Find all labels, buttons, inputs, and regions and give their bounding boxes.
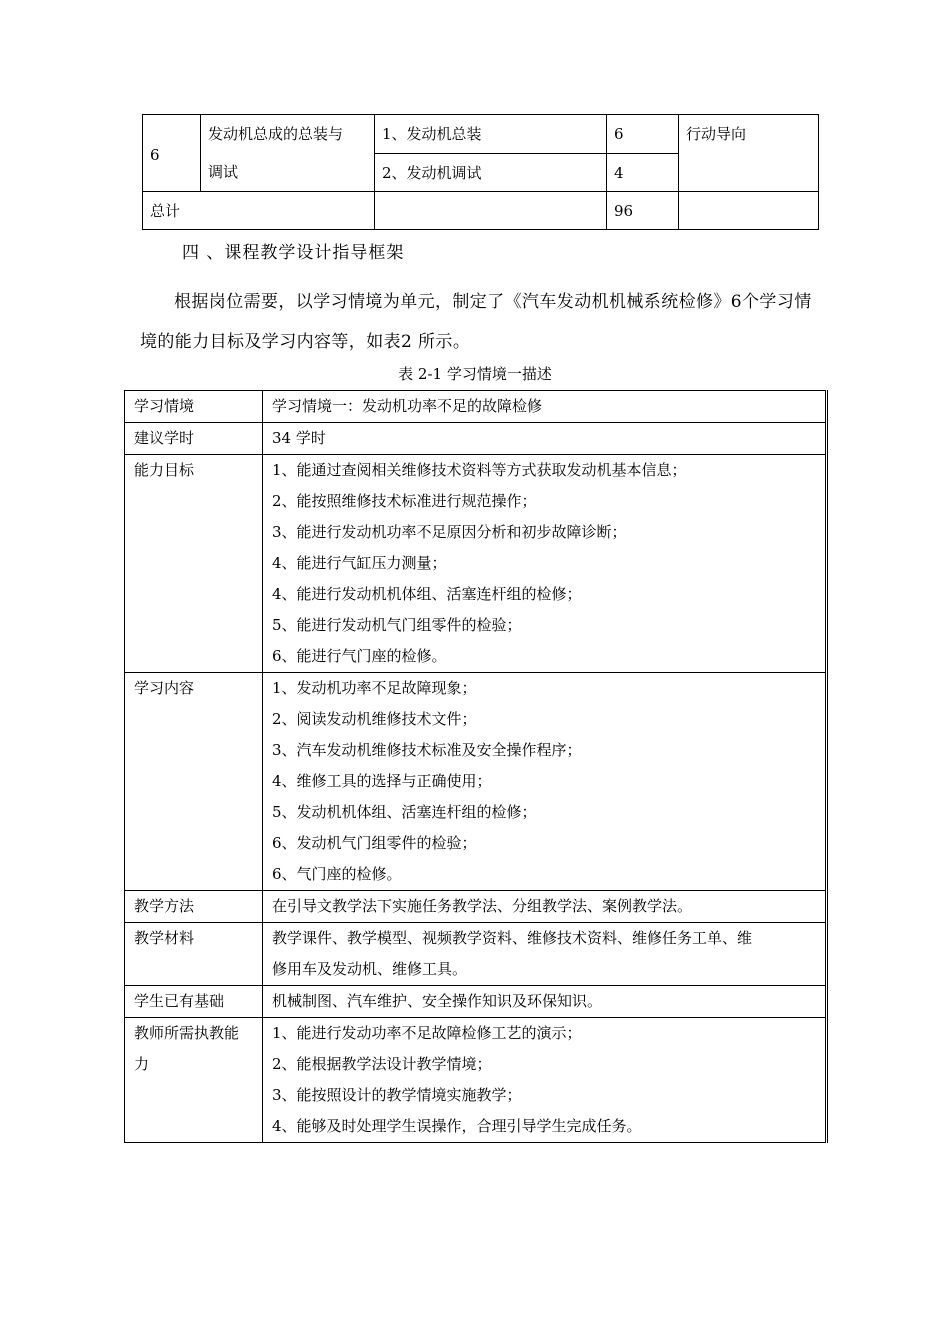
- row-label: 能力目标: [125, 455, 263, 673]
- list-item: 2、阅读发动机维修技术文件；: [272, 710, 477, 728]
- table-caption: 表 2-1 学习情境一描述: [398, 365, 552, 383]
- row-label: 学生已有基础: [125, 986, 263, 1018]
- row-content: [263, 455, 827, 673]
- row-label: 教师所需执教能 力: [125, 1018, 263, 1143]
- task-cell: 1、发动机总装: [375, 115, 607, 154]
- list-item: 6、发动机气门组零件的检验；: [272, 834, 477, 852]
- list-item: 4、能进行发动机机体组、活塞连杆组的检修；: [272, 585, 582, 603]
- teaching-method-cell: 行动导向: [679, 115, 819, 192]
- total-empty-cell: [679, 192, 819, 230]
- list-item: 2、能根据教学法设计教学情境；: [272, 1055, 492, 1073]
- intro-paragraph: 根据岗位需要，以学习情境为单元，制定了《汽车发动机机械系统检修》6个学习情境的能力目标及学习内容等，如表2 所示。: [140, 292, 812, 352]
- row-label: 建议学时: [125, 423, 263, 455]
- row-label: 教学方法: [125, 891, 263, 923]
- section-heading: 四 、课程教学设计指导框架: [182, 243, 405, 263]
- list-item: 6、能进行气门座的检修。: [272, 647, 447, 665]
- list-item: 5、能进行发动机气门组零件的检验；: [272, 616, 522, 634]
- row-content: 机械制图、汽车维护、安全操作知识及环保知识。: [263, 986, 827, 1018]
- list-item: 2、能按照维修技术标准进行规范操作；: [272, 492, 537, 510]
- list-item: 1、能进行发动功率不足故障检修工艺的演示；: [272, 1024, 582, 1042]
- row-content: [263, 673, 827, 891]
- list-item: 1、发动机功率不足故障现象；: [272, 679, 477, 697]
- list-item: 3、汽车发动机维修技术标准及安全操作程序；: [272, 741, 582, 759]
- module-number: 6: [143, 115, 201, 192]
- hours-cell: 6: [607, 115, 679, 154]
- list-item: 6、气门座的检修。: [272, 865, 402, 883]
- list-item: 3、能进行发动机功率不足原因分析和初步故障诊断；: [272, 523, 627, 541]
- row-content: 学习情境一：发动机功率不足的故障检修: [263, 391, 827, 423]
- total-label: 总计: [143, 192, 375, 230]
- total-hours: 96: [607, 192, 679, 230]
- row-content: [263, 1018, 827, 1143]
- list-item: 4、能进行气缸压力测量；: [272, 554, 447, 572]
- row-label: 教学材料: [125, 923, 263, 986]
- row-label: 学习内容: [125, 673, 263, 891]
- list-item: 4、维修工具的选择与正确使用；: [272, 772, 492, 790]
- list-item: 4、能够及时处理学生误操作，合理引导学生完成任务。: [272, 1117, 642, 1135]
- hours-cell: 4: [607, 154, 679, 192]
- row-label: 学习情境: [125, 391, 263, 423]
- task-cell: 2、发动机调试: [375, 154, 607, 192]
- list-item: 5、发动机机体组、活塞连杆组的检修；: [272, 803, 537, 821]
- row-content: 教学课件、教学模型、视频教学资料、维修技术资料、维修任务工单、维 修用车及发动机、维修工具。: [263, 923, 827, 986]
- module-name: 发动机总成的总装与 调试: [201, 115, 375, 192]
- row-content: 34 学时: [263, 423, 827, 455]
- list-item: 3、能按照设计的教学情境实施教学；: [272, 1086, 522, 1104]
- row-content: 在引导文教学法下实施任务教学法、分组教学法、案例教学法。: [263, 891, 827, 923]
- total-empty-cell: [375, 192, 607, 230]
- learning-situation-table: [124, 390, 828, 1143]
- list-item: 1、能通过查阅相关维修技术资料等方式获取发动机基本信息；: [272, 461, 687, 479]
- module-hours-table: [142, 114, 819, 230]
